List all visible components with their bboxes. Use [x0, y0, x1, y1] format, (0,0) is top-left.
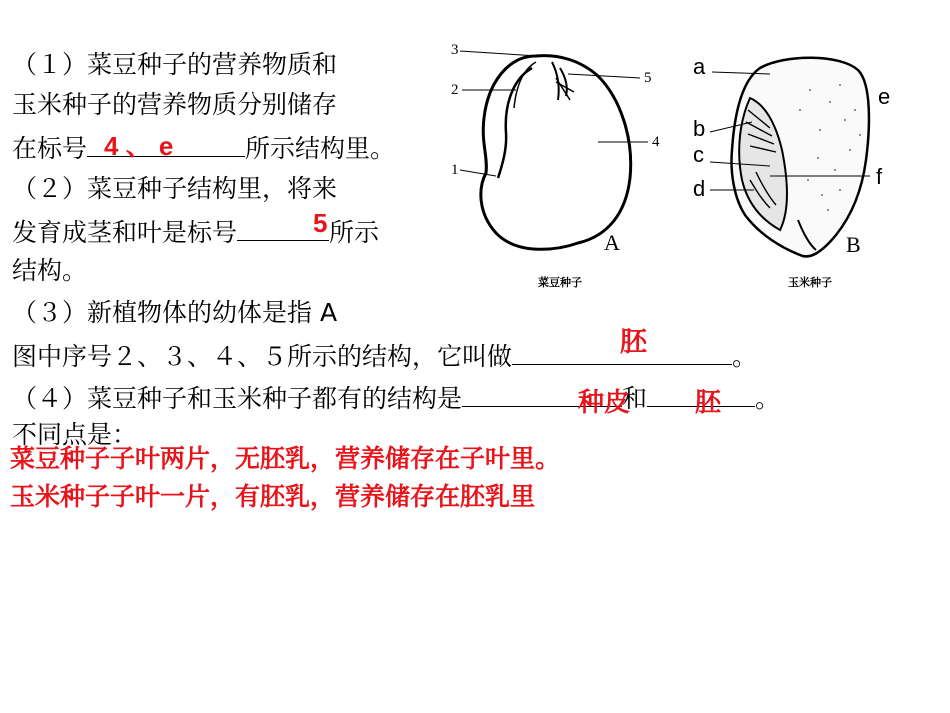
bean-seed-diagram: [448, 38, 688, 288]
answer-3: 胚: [620, 327, 647, 358]
q3-text-2: 图中序号２、３、４、５所示的结构，它叫做: [12, 342, 513, 371]
q2-text-2b: 所示: [329, 218, 380, 247]
corn-letter-B: B: [846, 232, 861, 257]
q1-text-1: （１）菜豆种子的营养物质和: [12, 50, 338, 79]
difference-line-2: 玉米种子子叶一片，有胚乳，营养储存在胚乳里: [10, 482, 536, 511]
bean-label-1: 1: [451, 162, 459, 178]
q2-text-2a: 发育成茎和叶是标号: [12, 218, 238, 247]
answer-4-1: 种皮: [578, 388, 631, 418]
answer-4-2: 胚: [695, 388, 722, 418]
bean-label-4: 4: [652, 134, 660, 150]
corn-label-f: f: [876, 164, 883, 189]
bean-label-5: 5: [644, 70, 652, 86]
difference-line-1: 菜豆种子子叶两片，无胚乳，营养储存在子叶里。: [10, 444, 561, 473]
bean-letter-A: A: [604, 230, 620, 255]
answer-2: 5: [313, 208, 328, 238]
q2-text-3: 结构。: [12, 256, 88, 285]
corn-seed-diagram: [690, 40, 900, 290]
corn-label-b: b: [693, 116, 706, 141]
bean-label-2: 2: [451, 82, 459, 98]
answer-1: 4 、 e: [104, 131, 174, 161]
q2-line1: [12, 174, 337, 204]
q3-text-end: 。: [732, 342, 758, 371]
q4-line1: [12, 382, 780, 414]
q4-text-end: 。: [755, 384, 781, 413]
q1-line3: [12, 132, 395, 164]
corn-label-e: e: [878, 84, 891, 109]
q3-line1: [12, 298, 337, 328]
corn-label-d: d: [693, 176, 706, 201]
bean-caption: 菜豆种子: [538, 276, 582, 289]
corn-label-a: a: [693, 54, 706, 79]
q4-text-2: 不同点是：: [12, 420, 138, 449]
corn-label-c: c: [693, 142, 704, 167]
q4-text-and: 和: [622, 384, 648, 413]
q2-text-1: （２）菜豆种子结构里，将来: [12, 174, 338, 203]
corn-caption: 玉米种子: [788, 276, 832, 289]
q2-line3: [12, 256, 87, 286]
bean-label-3: 3: [451, 42, 459, 58]
q1-text-3b: 所示结构里。: [245, 134, 396, 163]
q3-text-1: （３）新植物体的幼体是指 A: [12, 298, 338, 327]
q4-text-1a: （４）菜豆种子和玉米种子都有的结构是: [12, 384, 463, 413]
q1-line1: [12, 50, 337, 80]
q1-text-2: 玉米种子的营养物质分别储存: [12, 90, 338, 119]
q1-text-3a: 在标号: [12, 134, 88, 163]
q1-line2: [12, 90, 337, 120]
